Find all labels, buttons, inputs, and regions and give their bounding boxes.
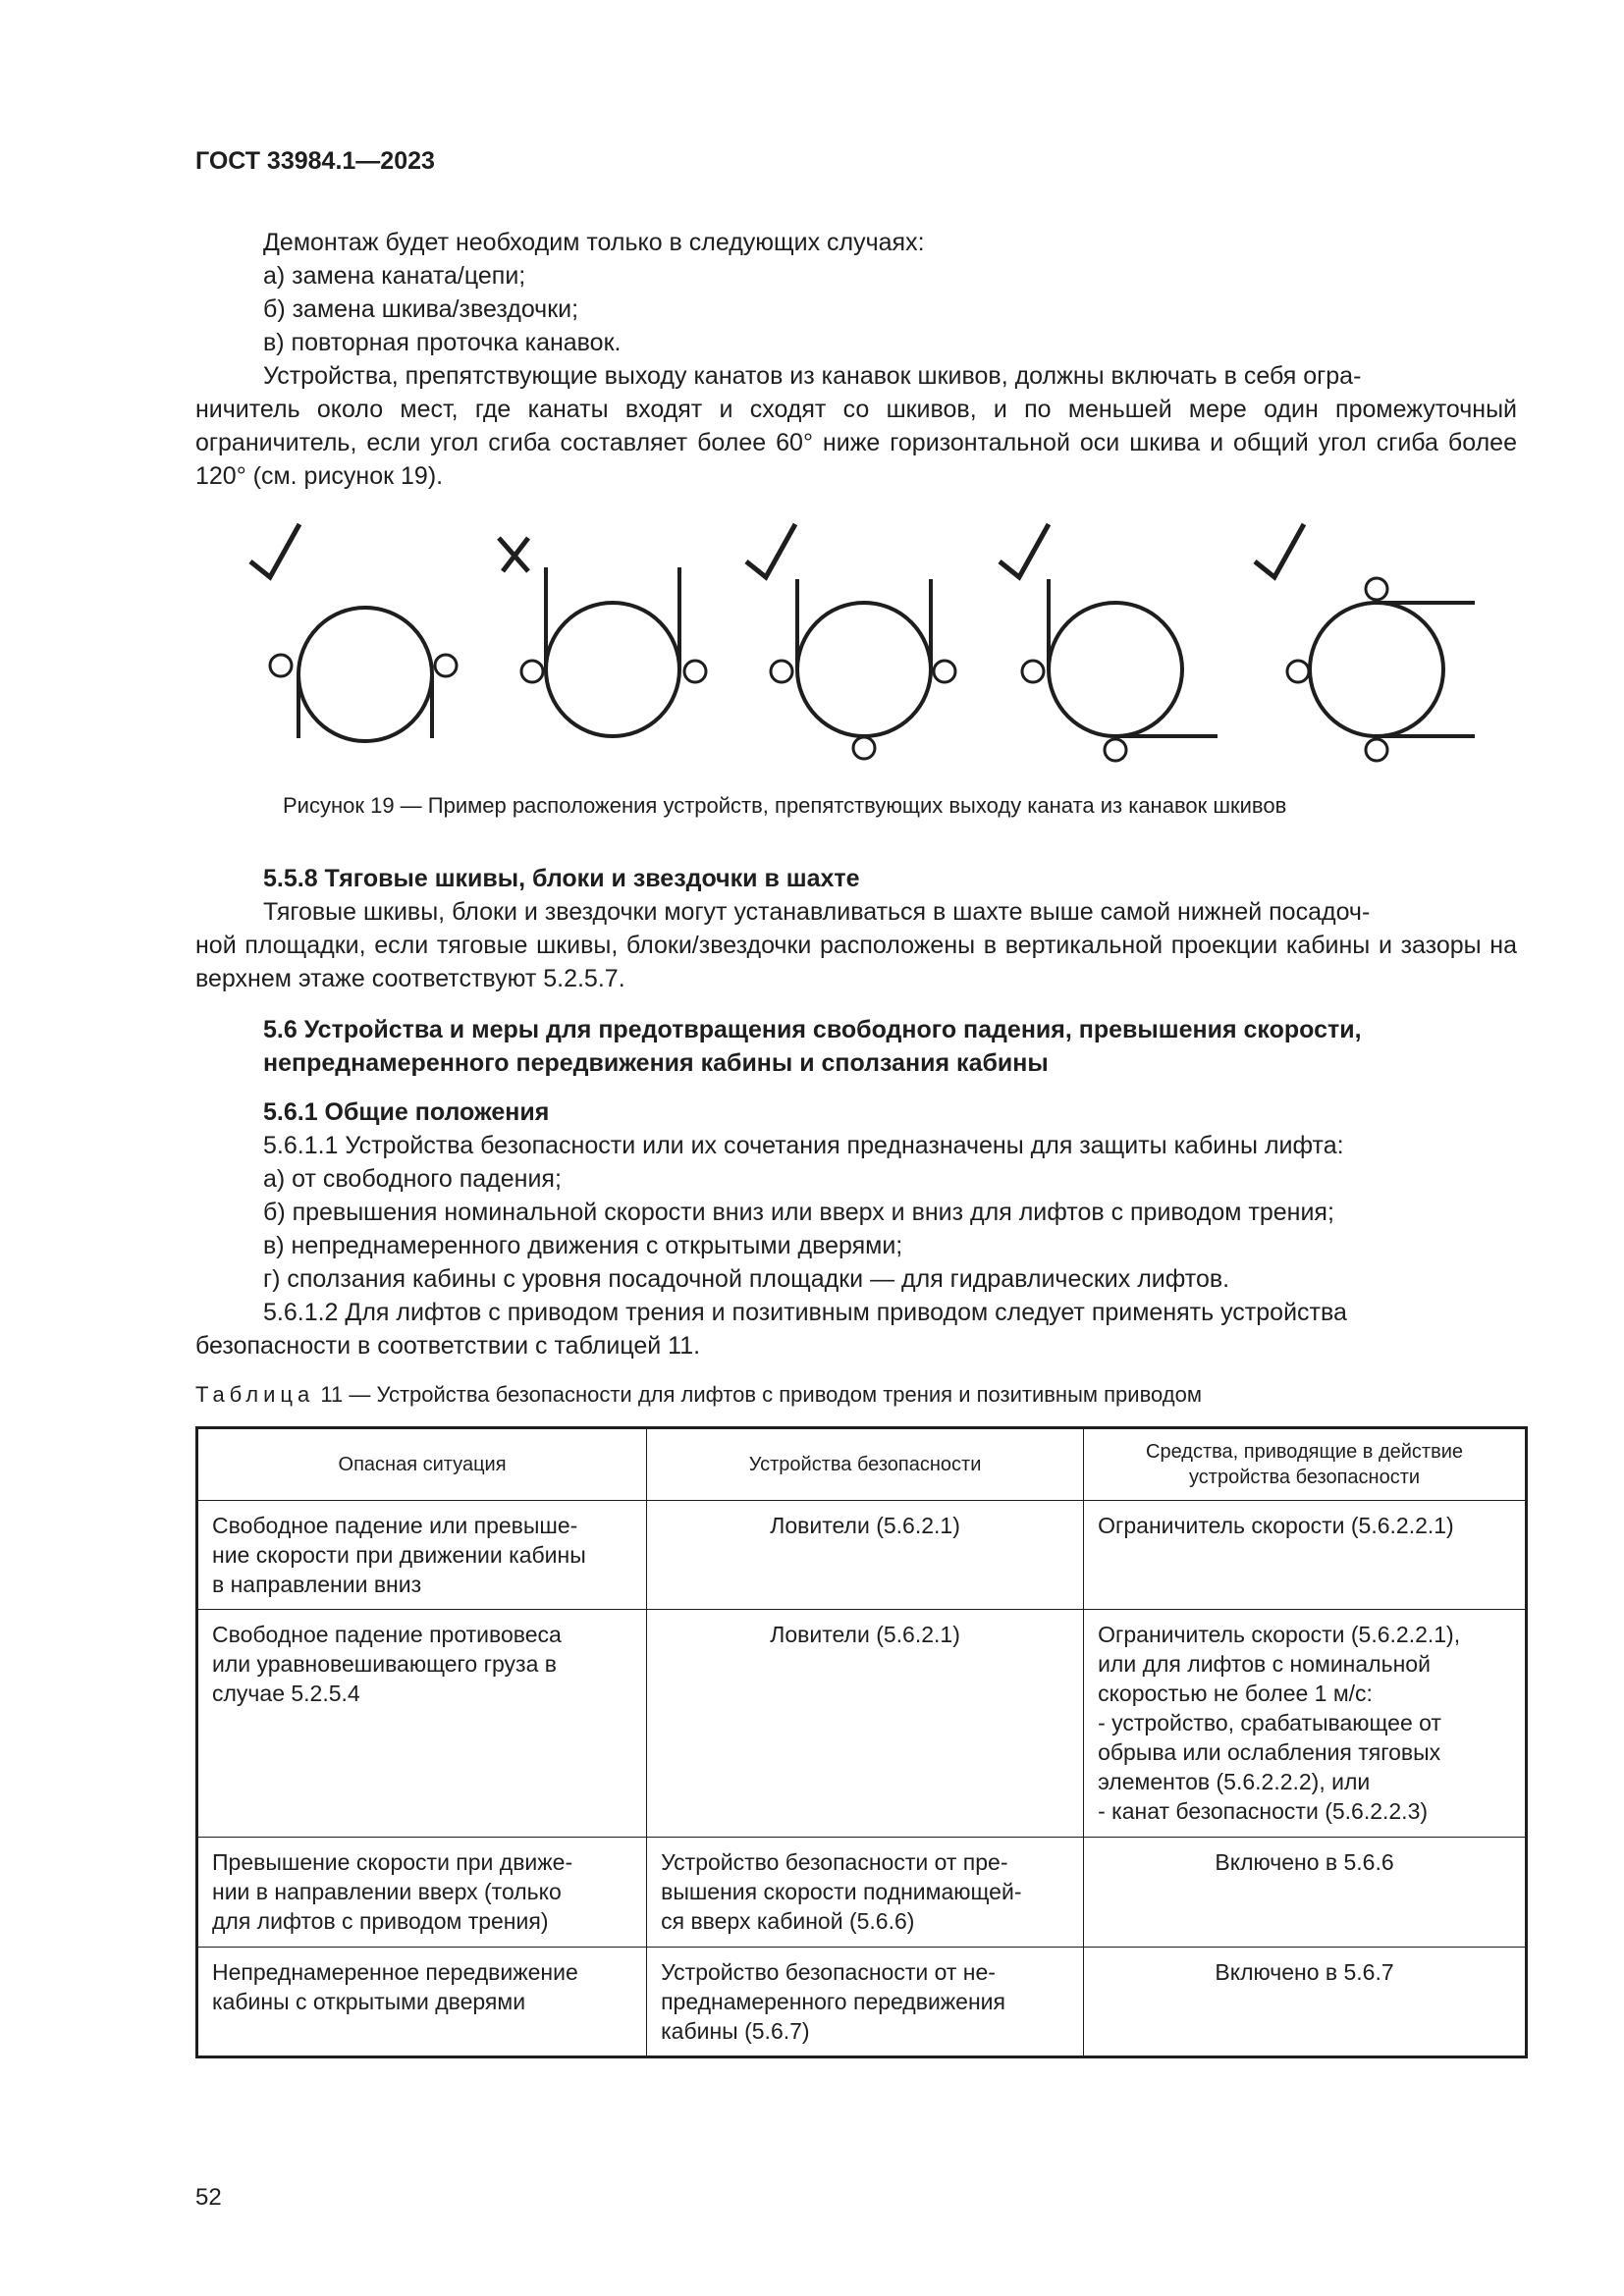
section-title: 5.6 Устройства и меры для предотвращения свободного падения, превышения скорости, — [263, 1016, 1362, 1043]
list-item: г) сползания кабины с уровня посадочной площадки — для гидравлических лифтов. — [263, 1265, 1230, 1293]
list-item: б) превышения номинальной скорости вниз или вверх и вниз для лифтов с приводом трения; — [263, 1199, 1334, 1226]
table-row — [197, 1501, 1527, 1610]
paragraph-first-line: 5.6.1.2 Для лифтов с приводом трения и позитивным приводом следует применять устройства — [263, 1299, 1347, 1326]
figure-caption: Рисунок 19 — Пример расположения устройств, препятствующих выходу каната из канавок шкивов — [283, 793, 1287, 818]
table-cell: Свободное падение или превыше- ние скорости при движении кабины в направлении вниз — [197, 1501, 647, 1610]
paragraph: безопасности в соответствии с таблицей 11. — [195, 1332, 701, 1360]
table-caption-text: 11 — Устройства безопасности для лифтов с приводом трения и позитивным приводом — [314, 1382, 1202, 1407]
table-header: Устройства безопасности — [647, 1428, 1084, 1501]
list-item: а) замена каната/цепи; — [263, 262, 526, 290]
table-caption — [195, 1382, 1202, 1408]
check-mark-icon — [746, 524, 795, 577]
list-item: б) замена шкива/звездочки; — [263, 295, 579, 323]
section-title-cont: непреднамеренного передвижения кабины и сползания кабины — [263, 1049, 1049, 1077]
section-title: 5.5.8 Тяговые шкивы, блоки и звездочки в шахте — [263, 865, 860, 892]
table-header: Средства, приводящие в действие устройства безопасности — [1084, 1428, 1527, 1501]
table-row — [197, 1838, 1527, 1948]
table-cell: Превышение скорости при движе- нии в направлении вверх (только для лифтов с приводом трения) — [197, 1838, 647, 1948]
check-mark-icon — [1000, 524, 1049, 577]
paragraph-first-line: Устройства, препятствующие выходу канатов из канавок шкивов, должны включать в себя огра- — [263, 362, 1362, 390]
list-item: а) от свободного падения; — [263, 1165, 562, 1193]
table-cell: Свободное падение противовеса или уравновешивающего груза в случае 5.2.5.4 — [197, 1610, 647, 1838]
paragraph: ничитель около мест, где канаты входят и сходят со шкивов, и по меньшей мере один промежуточный ограничитель, если угол сгиба составляет более 60° ниже горизонтальной оси шкива и общий угол сгиба более 120° (см. рисунок 19). — [195, 396, 1517, 490]
table-cell: Непреднамеренное передвижение кабины с открытыми дверями — [197, 1948, 647, 2057]
table-cell: Ограничитель скорости (5.6.2.2.1), или для лифтов с номинальной скоростью не более 1 м/с: - устройство, срабатывающее от обрыва или ослабления тяговых элементов (5.6.2.2.2), или - канат безопасности (5.6.2.2.3) — [1084, 1610, 1527, 1838]
table-cell: Устройство безопасности от не- преднамеренного передвижения кабины (5.6.7) — [647, 1948, 1084, 2057]
table-cell: Ловители (5.6.2.1) — [647, 1610, 1084, 1838]
table-row — [197, 1948, 1527, 2057]
safety-devices-table — [195, 1426, 1528, 2058]
sheave-variant-4 — [1000, 524, 1218, 761]
cross-mark-icon — [499, 538, 528, 571]
sheave-diagram — [226, 510, 1502, 771]
sheave-variant-5 — [1255, 524, 1475, 761]
table-cell: Включено в 5.6.6 — [1084, 1838, 1527, 1948]
check-mark-icon — [1255, 524, 1304, 577]
sheave-variant-2 — [499, 538, 706, 736]
table-cell: Ловители (5.6.2.1) — [647, 1501, 1084, 1610]
table-cell: Ограничитель скорости (5.6.2.2.1) — [1084, 1501, 1527, 1610]
intro-lead: Демонтаж будет необходим только в следующих случаях: — [263, 229, 925, 256]
section-title: 5.6.1 Общие положения — [263, 1098, 550, 1126]
document-id: ГОСТ 33984.1—2023 — [195, 147, 435, 175]
paragraph-first-line: Тяговые шкивы, блоки и звездочки могут устанавливаться в шахте выше самой нижней посадоч- — [263, 898, 1371, 926]
paragraph: ной площадки, если тяговые шкивы, блоки/звездочки расположены в вертикальной проекции кабины и зазоры на верхнем этаже соответствуют 5.2.5.7. — [195, 932, 1517, 992]
sheave-variant-3 — [746, 524, 955, 759]
sheave-variant-1 — [250, 524, 457, 741]
list-item: в) повторная проточка канавок. — [263, 329, 622, 356]
check-mark-icon — [250, 524, 299, 577]
table-caption-word: Таблица — [195, 1382, 315, 1407]
table-cell: Включено в 5.6.7 — [1084, 1948, 1527, 2057]
table-row — [197, 1610, 1527, 1838]
table-cell: Устройство безопасности от пре- вышения скорости поднимающей- ся вверх кабиной (5.6.6) — [647, 1838, 1084, 1948]
page-number: 52 — [195, 2184, 222, 2211]
paragraph: 5.6.1.1 Устройства безопасности или их сочетания предназначены для защиты кабины лифта: — [263, 1132, 1344, 1159]
table-header: Опасная ситуация — [197, 1428, 647, 1501]
list-item: в) непреднамеренного движения с открытыми дверями; — [263, 1232, 903, 1259]
